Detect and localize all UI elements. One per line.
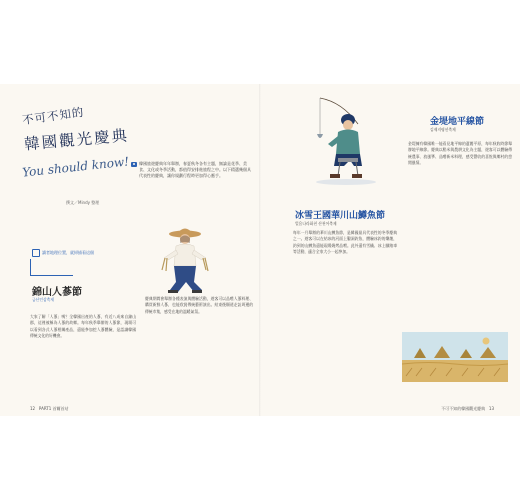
body-column-2: 慶典期間會舉辦各種表演與體驗活動，遊客可以品嚐人蔘料理、購買新鮮人蔘，也能欣賞傳統藝術演出。結束後順道走訪周邊的傳統市集，感受在地的溫暖氣氛。 (145, 296, 253, 314)
page-footer-right (441, 406, 494, 412)
festival1-body: 每年一月舉辦的華川山鱒魚節，是韓國最具代表性的冬季慶典之一。遊客可以在結冰的河面上鑿洞釣魚，體驗冰釣的樂趣，釣到的山鱒魚還能現場燒烤品嚐。此外還有雪橇、冰上腳踏車等活動，適合全家大小一起參加。 (293, 230, 397, 255)
festival-subheading: 금산인삼축제 (32, 297, 55, 302)
section-label-right: 不可不知的韓國觀光慶典 (441, 406, 486, 411)
page-title-line2: 韓國觀光慶典 (23, 126, 130, 154)
credits: 撰文／Mindy 整理 (66, 200, 100, 205)
page-number-right: 13 (488, 406, 494, 411)
festival1-subheading: 얼음나라화천 산천어축제 (295, 221, 337, 226)
festival-heading: 錦山人蔘節 (32, 287, 82, 298)
festival2-body: 金堤擁有韓國唯一能看見地平線的遼闊平原，每年秋收時節舉辦地平線節。慶典以稻米與農耕文化為主題，遊客可以體驗傳統農事、放風箏、品嚐新米料理，感受豐收的喜悅與鄉村的悠閒風情。 (408, 141, 512, 166)
field-illustration (402, 332, 508, 382)
book-spread (0, 84, 520, 416)
page-title-line1: 不可不知的 (21, 104, 86, 128)
festival2-heading: 金堤地平線節 (430, 117, 485, 127)
connector-line (30, 259, 73, 276)
script-title: You should know! (21, 154, 130, 180)
page-footer-left (30, 406, 69, 412)
left-page (0, 84, 260, 416)
section-label: PART1 首爾首站 (38, 406, 69, 411)
festival2-subheading: 김제지평선축제 (430, 127, 456, 132)
fisherman-illustration (302, 94, 382, 188)
camera-icon (131, 162, 137, 167)
qr-label: 讀者地理位置，就掃描看這個 (42, 250, 94, 255)
festival1-heading: 冰雪王國華川山鱒魚節 (295, 211, 386, 221)
right-page (260, 84, 520, 416)
page-number: 12 (30, 406, 36, 411)
body-column-1: 大家了解「人蔘」嗎？全韓國出產的人蔘，有近八成來自錦山郡，這裡被稱為人蔘的故鄉。每年秋季舉辦的人蔘節，現場可以看到各式人蔘相關產品，還能參加挖人蔘體驗，是認識韓國傳統文化的好機會。 (30, 314, 136, 339)
qr-code-icon (32, 249, 40, 257)
woman-illustration (150, 224, 220, 296)
qr-badge (32, 249, 94, 257)
intro-paragraph: 韓國旅遊慶典年年舉辦，春夏秋冬各有主題，無論是花季、美食、文化或冬季活動，都值得安排進旅程之中。以下精選幾個具代表性的慶典，讓你規劃行程時更加得心應手。 (139, 161, 251, 179)
